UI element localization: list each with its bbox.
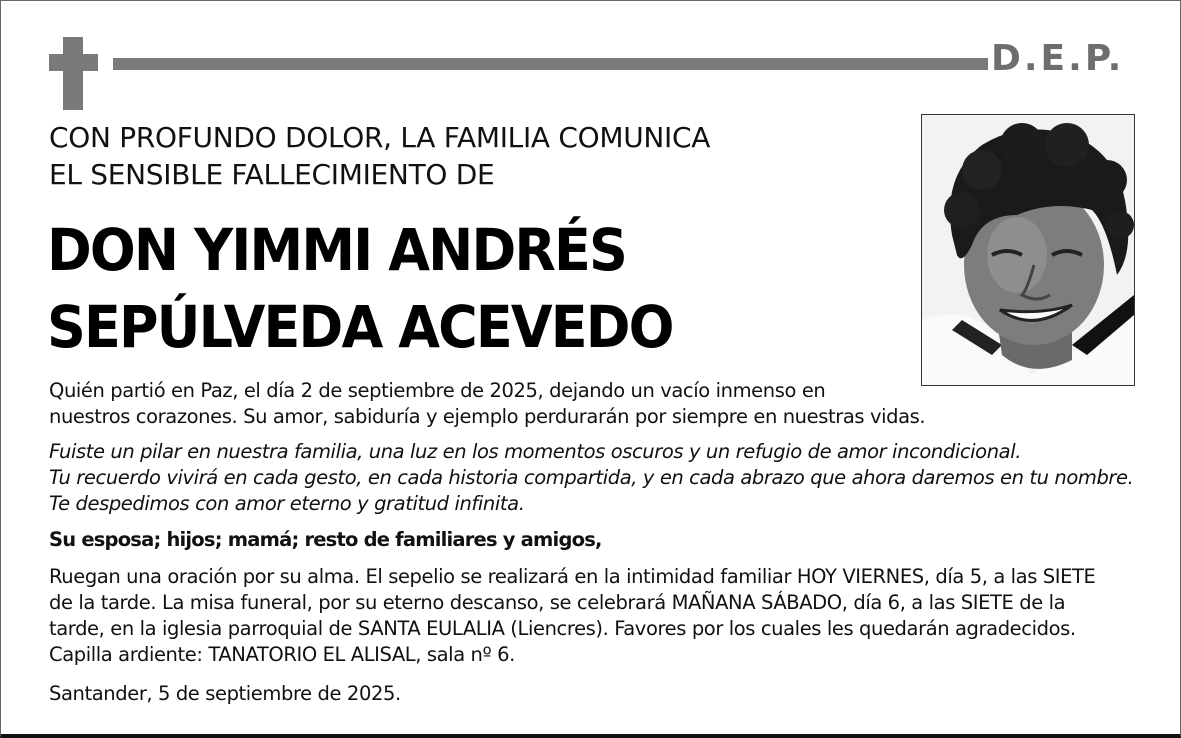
paragraph-1-line-2: nuestros corazones. Su amor, sabiduría y ejemplo perdurarán por siempre en nuestras vidas. <box>49 405 926 428</box>
tribute-line-3: Te despedimos con amor eterno y gratitud infinita. <box>49 492 525 515</box>
place-date: Santander, 5 de septiembre de 2025. <box>49 682 401 705</box>
intro-text <box>49 119 869 193</box>
tribute-paragraph <box>49 439 1159 517</box>
header-rule <box>113 58 988 70</box>
dep-label: D.E.P. <box>991 38 1125 79</box>
service-line-1: Ruegan una oración por su alma. El sepelio se realizará en la intimidad familiar HOY VIERNES, día 5, a las SIETE <box>49 565 1096 588</box>
name-line-2: SEPÚLVEDA ACEVEDO <box>47 293 673 361</box>
portrait-photo <box>921 114 1135 386</box>
paragraph-1-line-1: Quién partió en Paz, el día 2 de septiembre de 2025, dejando un vacío inmenso en <box>49 379 826 402</box>
service-line-4: Capilla ardiente: TANATORIO EL ALISAL, sala nº 6. <box>49 643 515 666</box>
deceased-name <box>47 212 847 366</box>
intro-line-2: EL SENSIBLE FALLECIMIENTO DE <box>49 158 495 191</box>
service-details <box>49 564 1154 668</box>
service-line-3: tarde, en la iglesia parroquial de SANTA EULALIA (Liencres). Favores por los cuales les quedarán agradecidos. <box>49 617 1076 640</box>
family-signature: Su esposa; hijos; mamá; resto de familiares y amigos, <box>49 528 602 551</box>
intro-line-1: CON PROFUNDO DOLOR, LA FAMILIA COMUNICA <box>49 121 711 154</box>
name-line-1: DON YIMMI ANDRÉS <box>47 216 627 284</box>
tribute-line-2: Tu recuerdo vivirá en cada gesto, en cada historia compartida, y en cada abrazo que ahora daremos en tu nombre. <box>49 466 1134 489</box>
tribute-line-1: Fuiste un pilar en nuestra familia, una luz en los momentos oscuros y un refugio de amor incondicional. <box>49 440 1022 463</box>
service-line-2: de la tarde. La misa funeral, por su eterno descanso, se celebrará MAÑANA SÁBADO, día 6, a las SIETE de la <box>49 591 1066 614</box>
